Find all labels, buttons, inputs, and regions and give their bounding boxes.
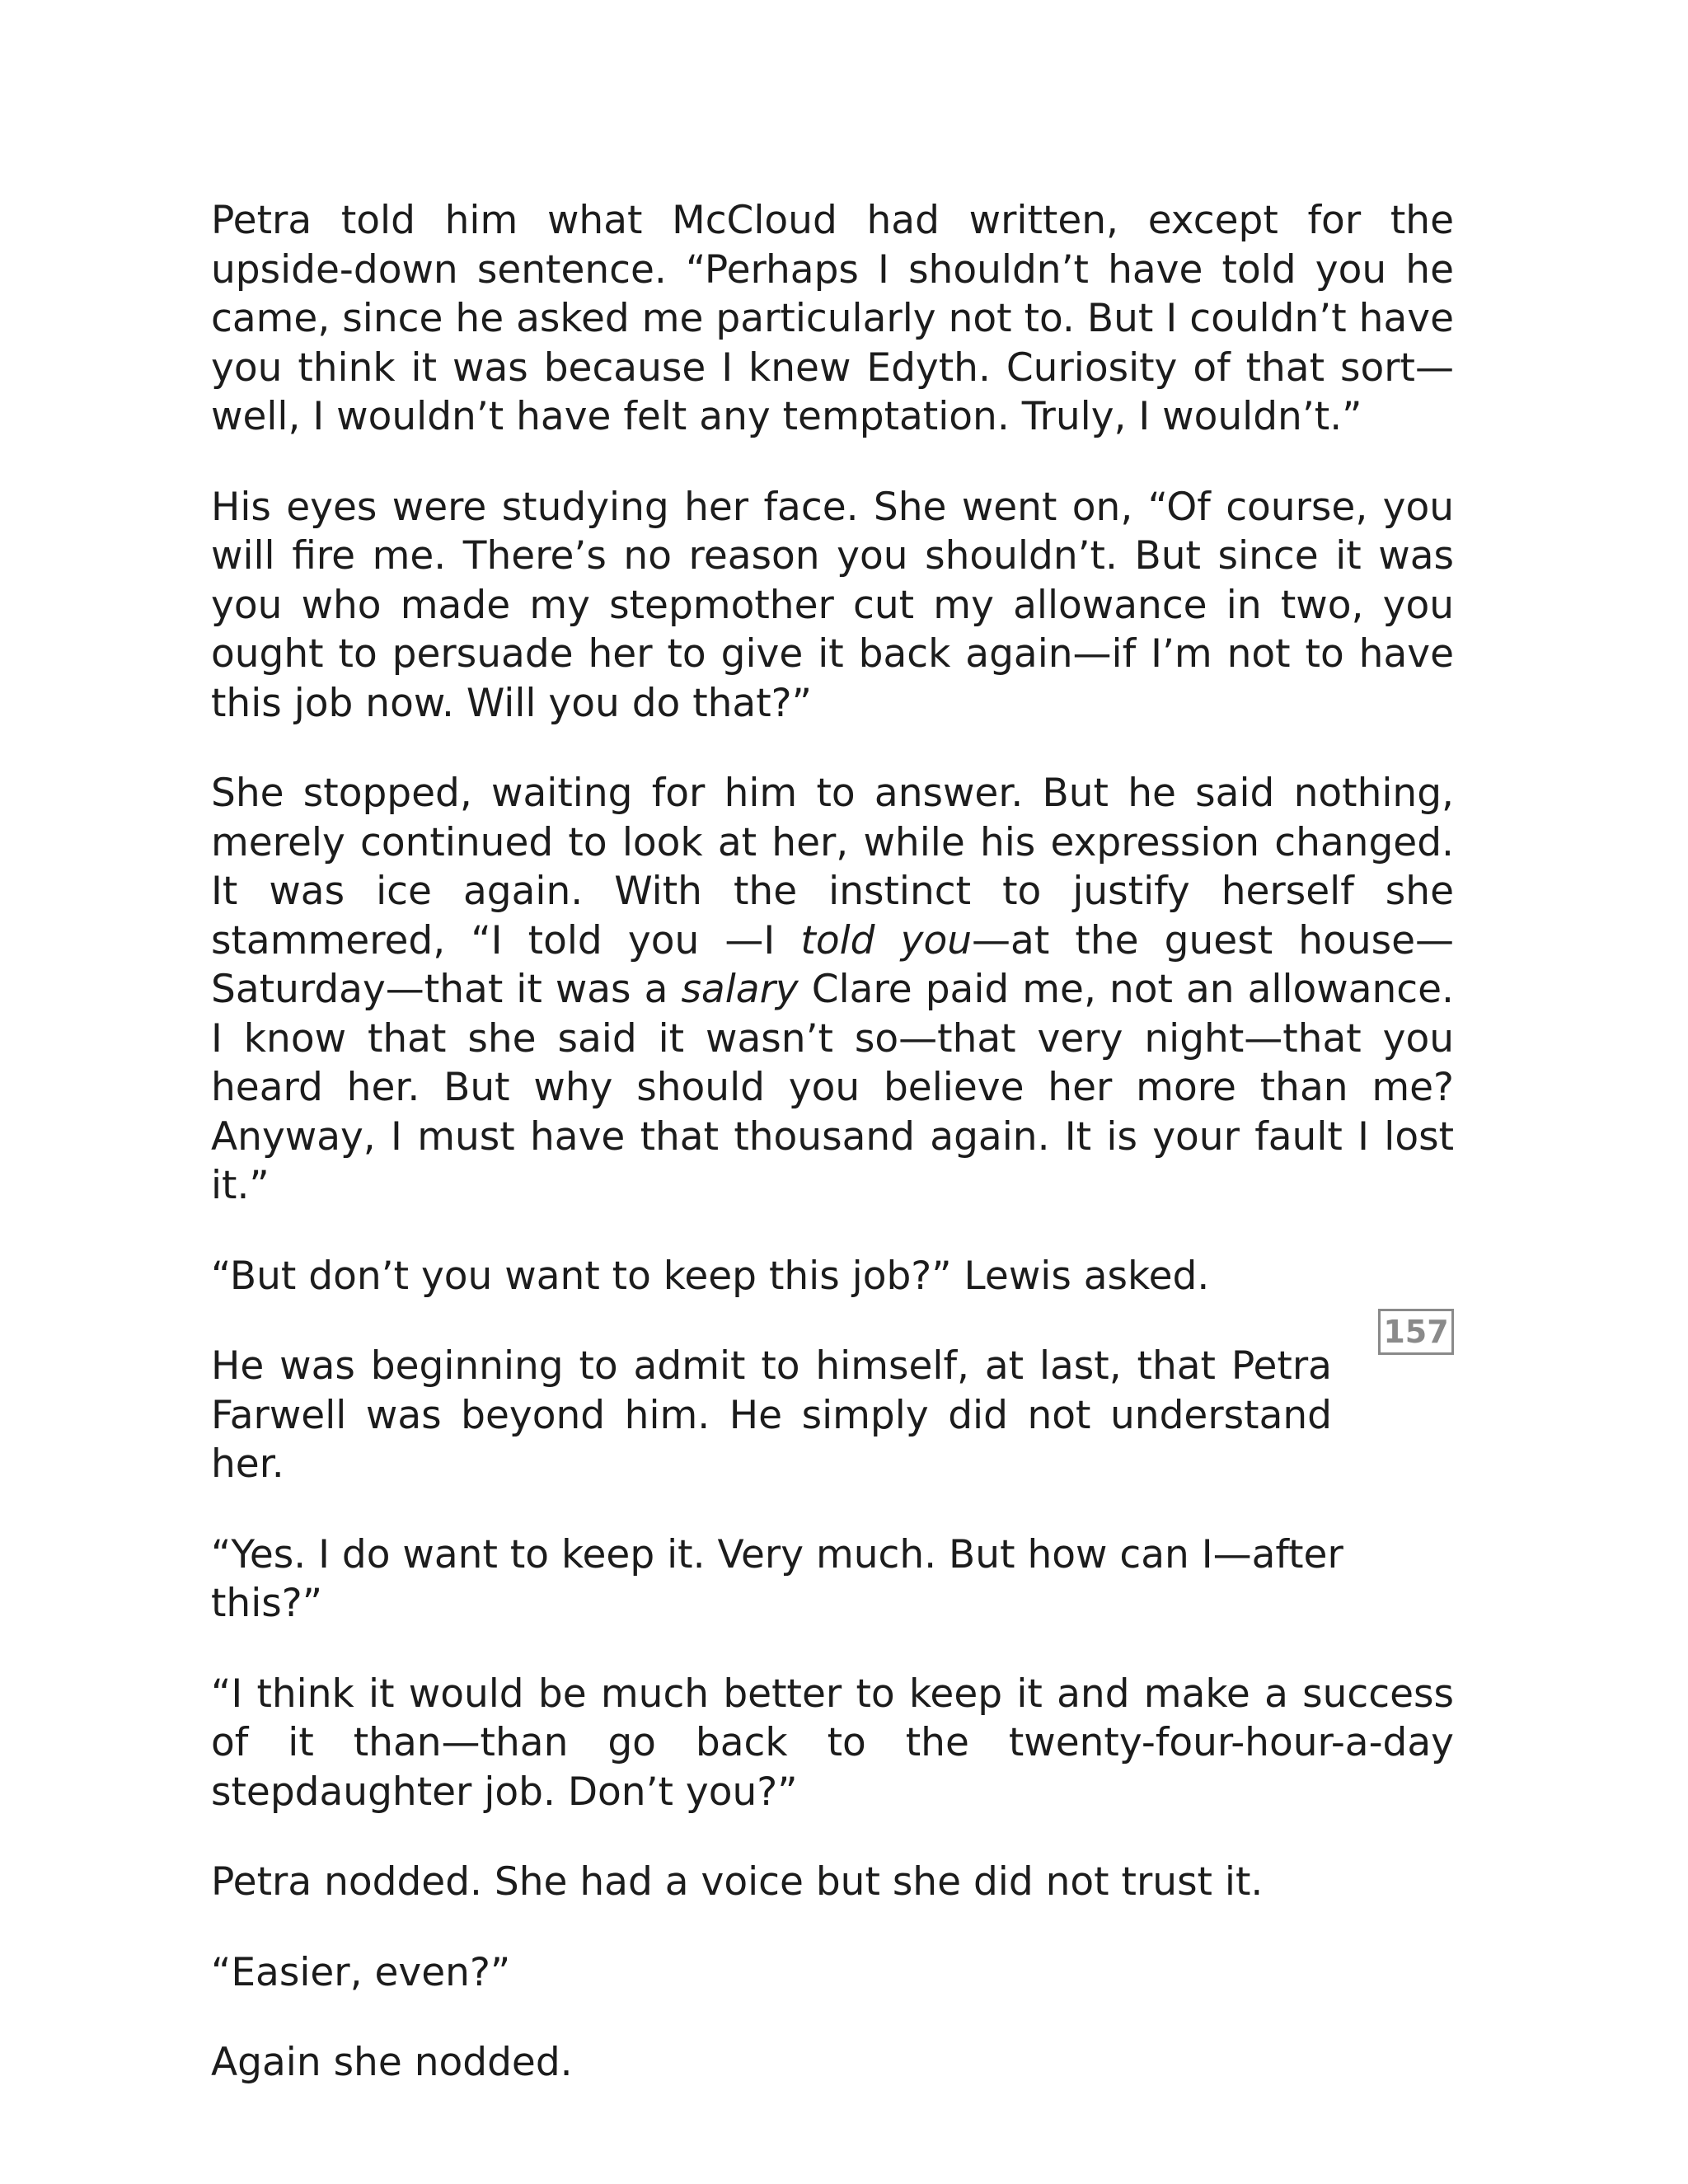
paragraph-2: His eyes were studying her face. She went on, “Of course, you will fire me. There’s no reason you shouldn’t. But since it was you who made my stepmother cut my allowance in two, you ought to persuade her to give it back again—if I’m not to have this job now. Will you do that?”: [211, 484, 1454, 726]
paragraph-3: [211, 769, 1454, 1211]
paragraph-5: He was beginning to admit to himself, at last, that Petra Farwell was beyond him. He simply did not understand her.: [211, 1343, 1332, 1487]
body-text: [211, 196, 1454, 2129]
paragraph-3-emphasis-salary: salary: [681, 967, 799, 1012]
paragraph-9: “Easier, even?”: [211, 1949, 511, 1995]
paragraph-4: “But don’t you want to keep this job?” Lewis asked.: [211, 1253, 1210, 1299]
paragraph-7: “I think it would be much better to keep it and make a success of it than—than go back to the twenty-four-hour-a-day stepdaughter job. Don’t you?”: [211, 1671, 1454, 1815]
paragraph-3-text-a: She stopped, waiting for him to answer. But he said nothing, merely continued to look at her, while his expression changed. It was ice again. With the instinct to justify herself she stammered, “I told you —I: [211, 771, 1454, 963]
paragraph-3-text-c: Clare paid me, not an allowance. I know that she said it wasn’t so—that very night—that you heard her. But why should you believe her more than me? Anyway, I must have that thousand again. It is your fault I lost it.”: [211, 967, 1454, 1208]
paragraph-10: Again she nodded.: [211, 2040, 573, 2085]
paragraph-3-emphasis-told-you: told you: [800, 917, 973, 963]
page-number-badge: 157: [1378, 1309, 1454, 1355]
paragraph-8: Petra nodded. She had a voice but she did not trust it.: [211, 1859, 1264, 1905]
paragraph-6: “Yes. I do want to keep it. Very much. But how can I—after this?”: [211, 1531, 1343, 1626]
paragraph-3-text-b: —at the guest house—Saturday—that it was a: [211, 917, 1455, 1012]
paragraph-1: Petra told him what McCloud had written, except for the upside-down sentence. “Perhaps I shouldn’t have told you he came, since he asked me particularly not to. But I couldn’t have you think it was because I knew Edyth. Curiosity of that sort—well, I wouldn’t have felt any temptation. Truly, I wouldn’t.”: [211, 198, 1454, 439]
